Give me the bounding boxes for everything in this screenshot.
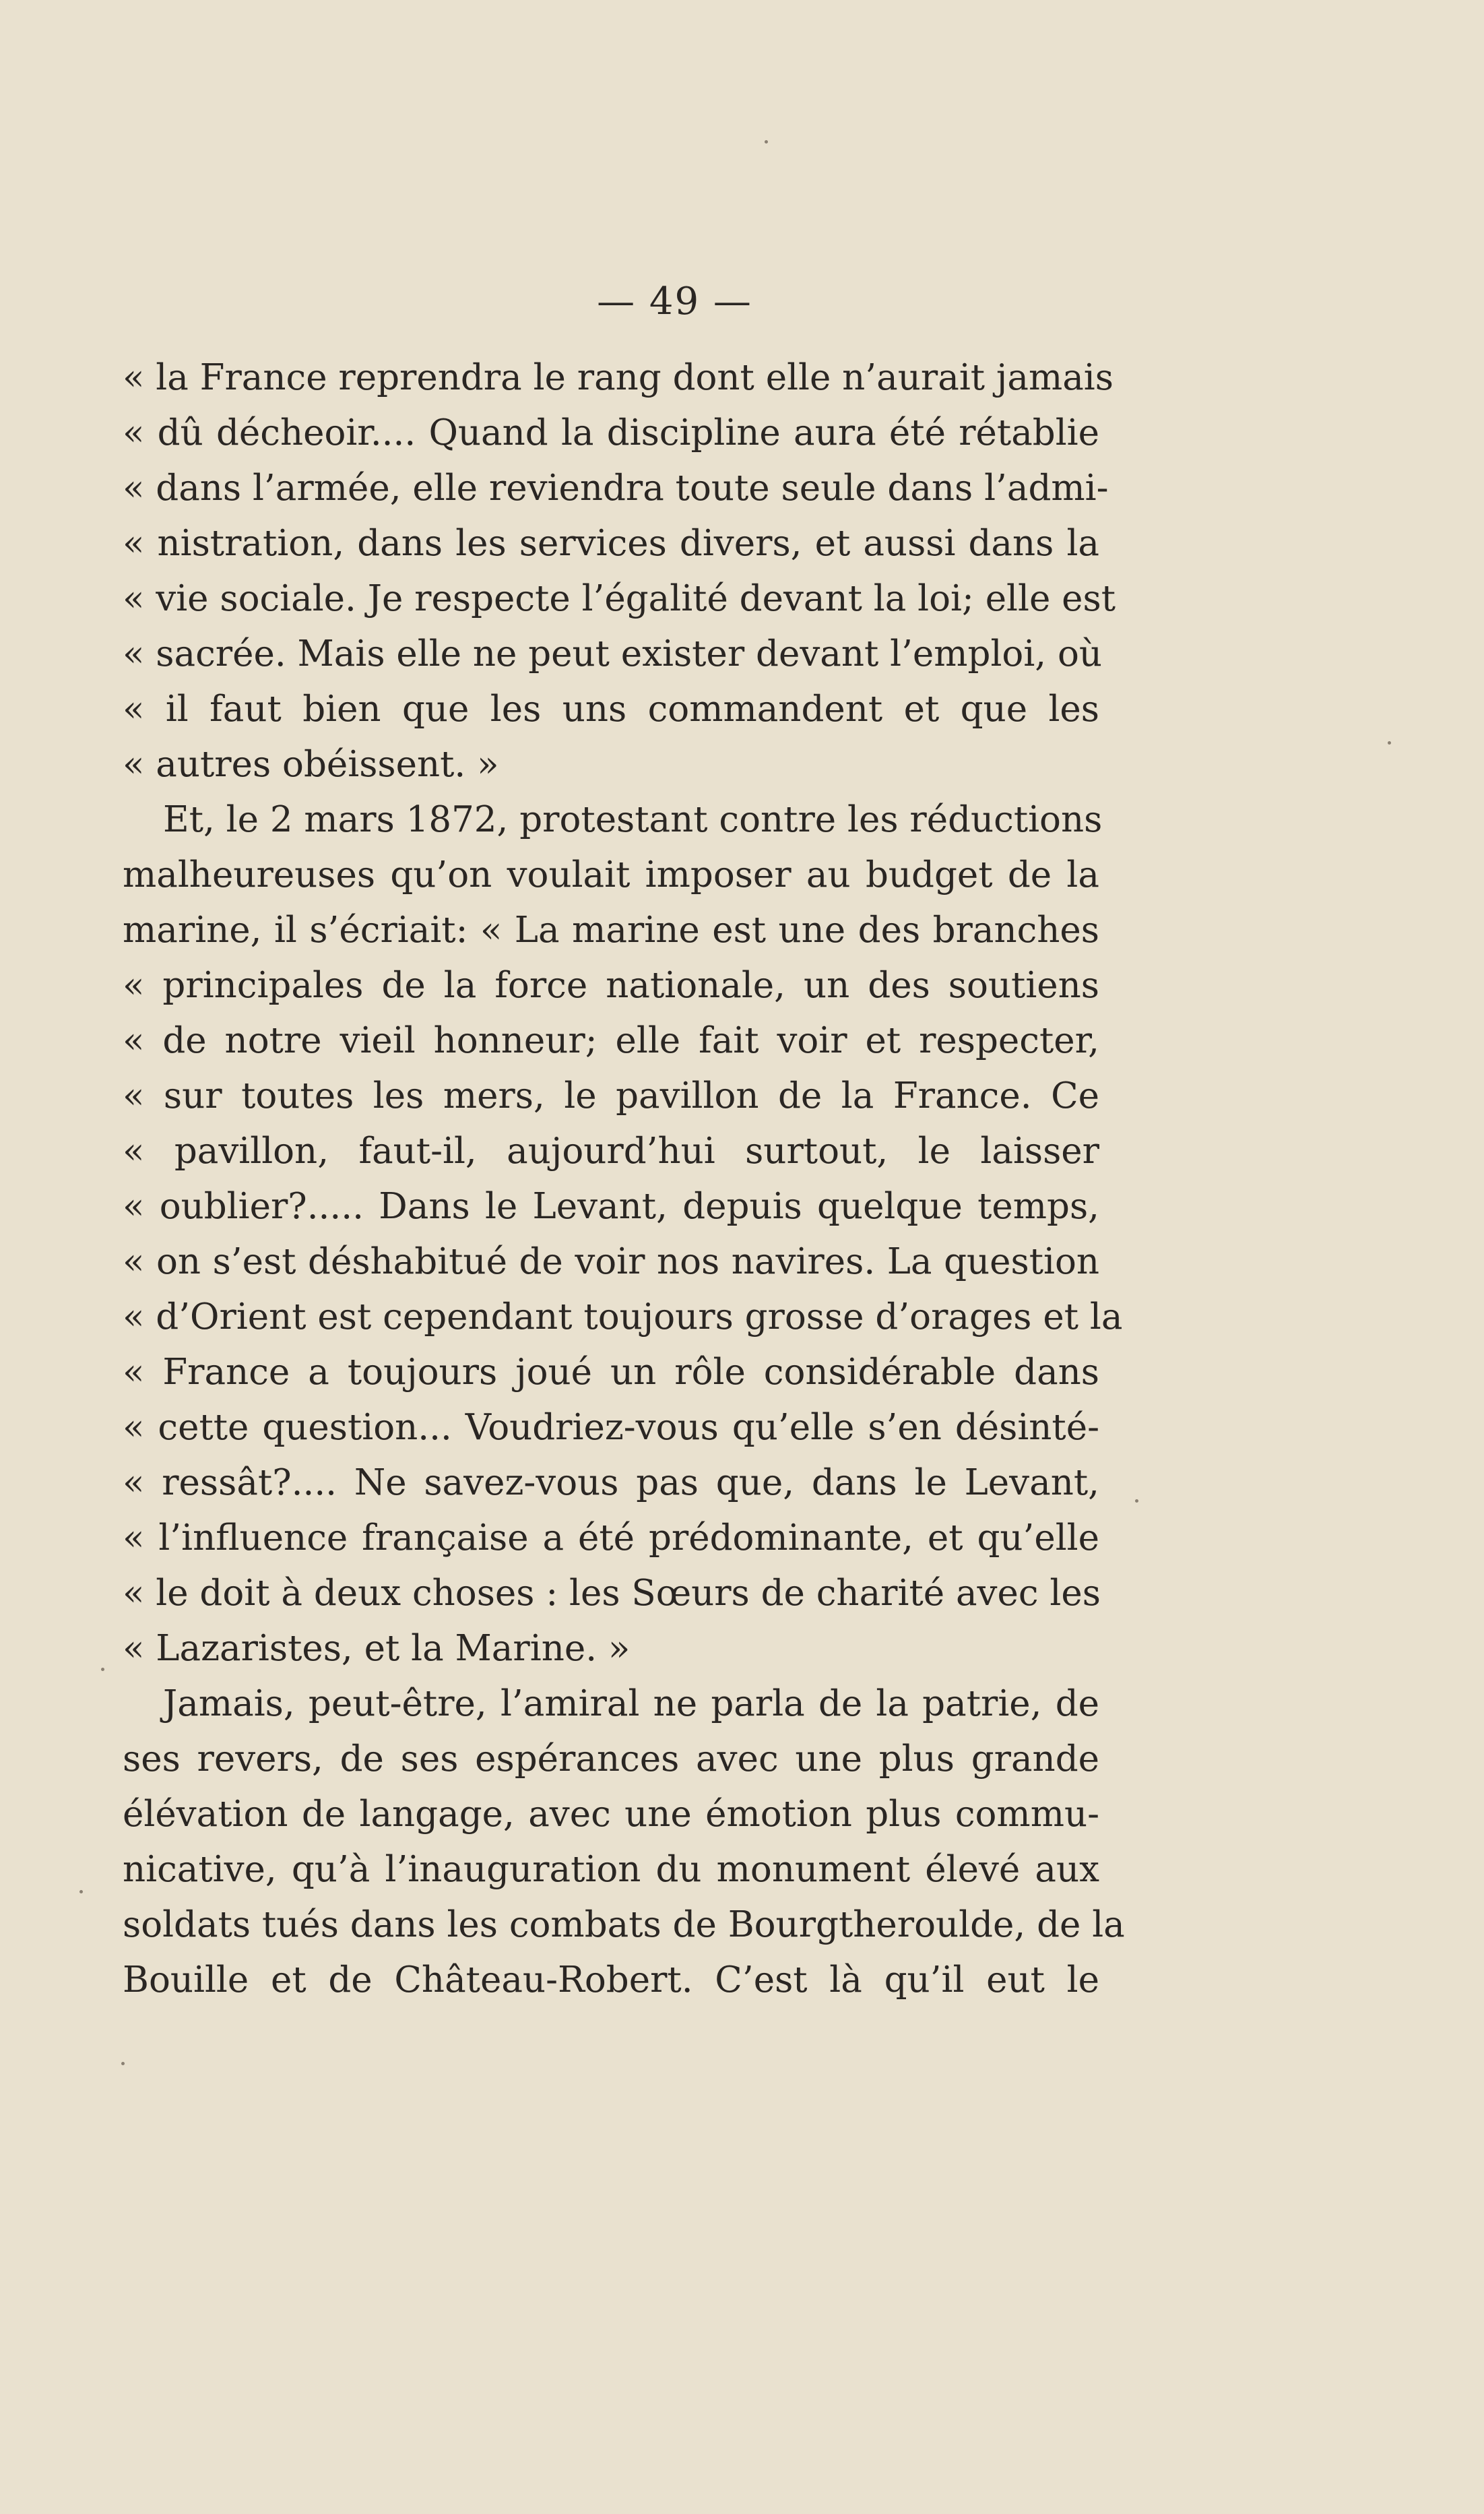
page-number: — 49 — [597, 280, 752, 323]
text-line: « France a toujours joué un rôle considérable dans [123, 1352, 1099, 1393]
text-line: « on s’est déshabitué de voir nos navires. La question [123, 1241, 1099, 1282]
text-line: « il faut bien que les uns commandent et que les [123, 689, 1099, 730]
paper-speck [121, 2062, 125, 2065]
text-line: ses revers, de ses espérances avec une plus grande [123, 1738, 1099, 1780]
text-line: Bouille et de Château-Robert. C’est là qu’il eut le [123, 1959, 1099, 2001]
text-line: « d’Orient est cependant toujours grosse d’orages et la [123, 1296, 1123, 1338]
text-line: malheureuses qu’on voulait imposer au budget de la [123, 854, 1099, 895]
text-line: « vie sociale. Je respecte l’égalité devant la loi; elle est [123, 578, 1116, 619]
text-line: « sacrée. Mais elle ne peut exister devant l’emploi, où [123, 633, 1103, 674]
text-line: marine, il s’écriait: « La marine est une des branches [123, 910, 1099, 951]
paper-speck [765, 140, 768, 144]
text-line: soldats tués dans les combats de Bourgtheroulde, de la [123, 1904, 1125, 1945]
text-line: « dans l’armée, elle reviendra toute seule dans l’admi- [123, 468, 1109, 509]
text-line: « le doit à deux choses : les Sœurs de charité avec les [123, 1573, 1101, 1614]
text-line: « cette question... Voudriez-vous qu’elle s’en désinté- [123, 1407, 1099, 1448]
text-line: « de notre vieil honneur; elle fait voir et respecter, [123, 1020, 1099, 1061]
text-line: « oublier?..... Dans le Levant, depuis quelque temps, [123, 1186, 1099, 1227]
text-line: « pavillon, faut-il, aujourd’hui surtout, le laisser [123, 1131, 1099, 1172]
text-line: « ressât?.... Ne savez-vous pas que, dans le Levant, [123, 1462, 1099, 1503]
paper-speck [1388, 741, 1391, 745]
text-line: « principales de la force nationale, un des soutiens [123, 965, 1099, 1006]
text-line: « dû décheoir.... Quand la discipline aura été rétablie [123, 412, 1099, 453]
paper-speck [1135, 1499, 1138, 1503]
text-line: « la France reprendra le rang dont elle n’aurait jamais [123, 357, 1114, 398]
text-line: « sur toutes les mers, le pavillon de la France. Ce [123, 1075, 1099, 1117]
paper-speck [79, 1890, 83, 1893]
paragraph-start-line: Jamais, peut-être, l’amiral ne parla de la patrie, de [163, 1683, 1099, 1724]
text-line: nicative, qu’à l’inauguration du monument élevé aux [123, 1849, 1099, 1890]
body-text [123, 350, 1125, 2008]
text-line: « nistration, dans les services divers, et aussi dans la [123, 523, 1099, 564]
paragraph-start-line: Et, le 2 mars 1872, protestant contre les réductions [163, 799, 1103, 840]
text-line: « l’influence française a été prédominante, et qu’elle [123, 1517, 1099, 1559]
text-line: « autres obéissent. » [123, 744, 499, 785]
paper-speck [101, 1668, 104, 1671]
text-line: élévation de langage, avec une émotion plus commu- [123, 1794, 1099, 1835]
text-line: « Lazaristes, et la Marine. » [123, 1628, 631, 1669]
